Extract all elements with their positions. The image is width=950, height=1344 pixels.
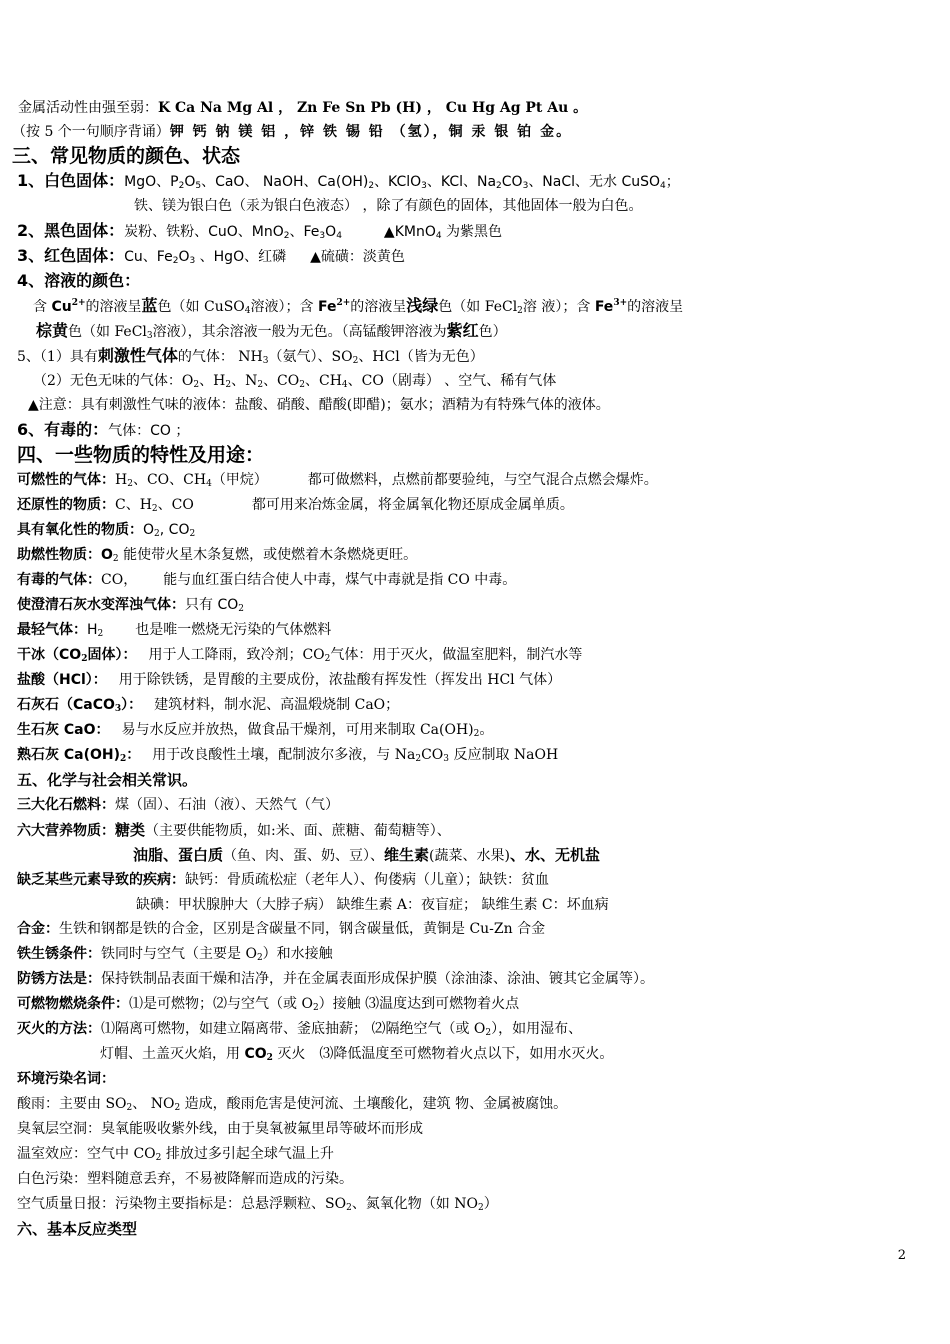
text: ⑶降低温度至可燃物着火点以下，如用水灭火。 (319, 1046, 614, 1062)
text: 都可用来冶炼金属，将金属氧化物还原成金属单质。 (251, 497, 574, 513)
sub: 2 (151, 504, 158, 514)
label: 还原性的物质： (17, 497, 115, 513)
red-solids-label: 3、红色固体： (17, 246, 125, 265)
sub: 2 (478, 1203, 484, 1213)
text: ⑴是可燃物；⑵与空气（或 O (129, 996, 313, 1012)
text: （甲烷） (211, 472, 268, 488)
black-solids-line (17, 222, 502, 241)
sup: 3+ (613, 298, 628, 308)
text: 、CaO、 NaOH、Ca(OH) (201, 174, 369, 190)
text: 5、（1）具有 (17, 349, 98, 365)
text: 、Fe (289, 224, 320, 240)
text: 能使带火星木条复燃，或使燃着木条燃烧更旺。 (118, 547, 418, 563)
text: 糖类 (115, 821, 146, 839)
text: （主要供能物质，如:米、面、蔗糖、葡萄糖等）、 (145, 823, 451, 839)
solution-colors-line-2 (36, 322, 507, 341)
text: ） (483, 1196, 498, 1212)
white-pollution-line: 白色污染：塑料随意丢弃，不易被降解而造成的污染。 (17, 1171, 353, 1187)
text: 、CO（剧毒） 、空气、稀有气体 (347, 373, 557, 389)
text: 、KCl、Na (426, 174, 497, 190)
label: 助燃性物质： (17, 547, 101, 563)
text: 色（如 CuSO (157, 299, 245, 315)
text: CO (501, 174, 523, 190)
ozone-line: 臭氧层空洞：臭氧能吸收紫外线，由于臭氧被氟里昂等破坏而形成 (17, 1121, 423, 1137)
label: 六大营养物质： (17, 823, 115, 839)
sub: 2 (127, 479, 133, 489)
text: O (184, 174, 196, 190)
black-solids-label: 2、黑色固体： (17, 221, 125, 240)
text: 气体：用于灭火，做温室肥料，制汽水等 (330, 647, 583, 663)
sub: 2 (352, 356, 359, 366)
text: O (101, 547, 113, 563)
label: 可燃性的气体： (17, 472, 115, 488)
toxic-label: 6、有毒的： (17, 420, 109, 439)
metal-mnemonic-series: 钾 钙 钠 镁 铝 ，锌 铁 锡 铅 （氢），铜 汞 银 铂 金。 (169, 124, 573, 140)
oxidizing-line (17, 521, 195, 539)
text: CO (421, 747, 444, 763)
sub: 4 (435, 231, 442, 241)
text: Fe (594, 299, 614, 315)
quicklime-line (17, 721, 493, 739)
label: 固体）： (87, 647, 137, 663)
nutrients-line-2 (133, 846, 600, 865)
text: 、CO (263, 373, 300, 389)
text: 的气体： NH (177, 349, 263, 365)
text: 浅绿 (406, 296, 439, 315)
section-6-title: 六、基本反应类型 (17, 1220, 138, 1238)
text: 、NaCl、无水 CuSO (528, 174, 661, 190)
text: (蔬菜、水果) (429, 848, 510, 864)
text: 都可做燃料，点燃前都要验纯，与空气混合点燃会爆炸。 (307, 472, 658, 488)
text: 、CO (157, 497, 194, 513)
text: 用于改良酸性土壤，配制波尔多液，与 Na (152, 747, 416, 763)
metal-mnemonic-line (12, 123, 572, 141)
text: 棕黄 (36, 321, 69, 340)
text: 油脂、蛋白质 (133, 846, 224, 864)
text: 、CH (305, 373, 342, 389)
text: 、 NO (132, 1096, 175, 1112)
rust-prevention-line (17, 970, 654, 988)
text: 溶液）；含 (250, 299, 318, 315)
text: 刺激性气体 (97, 346, 178, 365)
extinguish-line-2 (100, 1045, 613, 1063)
odorless-gas-line (33, 372, 556, 390)
text: 含 (33, 299, 52, 315)
sub: 2 (238, 604, 244, 614)
label: 具有氧化性的物质： (17, 522, 143, 538)
label: ）： (121, 697, 143, 713)
text: 溶液），其余溶液一般为无色。（高锰酸钾溶液为 (152, 324, 447, 340)
air-quality-line (17, 1195, 498, 1213)
text: 色（如 FeCl (68, 324, 147, 340)
text: 色（如 FeCl (438, 299, 518, 315)
sub: 2 (368, 181, 375, 191)
text: CO (244, 1046, 267, 1062)
pollution-terms-label: 环境污染名词： (17, 1071, 115, 1087)
toxic-gas-line (17, 571, 516, 589)
metal-activity-label: 金属活动性由强至弱： (18, 100, 158, 116)
sub: 2 (178, 181, 185, 191)
label: 生石灰 CaO： (17, 722, 110, 738)
sub: 2 (473, 729, 480, 739)
sup: 2+ (71, 298, 86, 308)
text: Cu、Fe (124, 249, 173, 265)
sub: 2 (172, 256, 179, 266)
sub: 3 (443, 754, 449, 764)
sub: 3 (114, 704, 122, 714)
sub: 3 (421, 181, 427, 191)
text: 紫红 (446, 321, 479, 340)
section-5-title: 五、化学与社会相关常识。 (17, 771, 198, 789)
metal-activity-series: K Ca Na Mg Al ， Zn Fe Sn Pb (H) ， Cu Hg Ag Pt Au 。 (158, 100, 588, 116)
hydrochloric-acid-line (17, 671, 561, 689)
text: 排放过多引起全球气温上升 (161, 1146, 334, 1162)
text: 溶 液）；含 (522, 299, 595, 315)
solution-colors-line-1 (33, 297, 683, 316)
text: C、H (115, 497, 152, 513)
text: O (325, 224, 337, 240)
dry-ice-line (17, 646, 582, 664)
white-solids-label: 1、白色固体： (17, 171, 125, 190)
text: 。 (479, 722, 494, 738)
label: 有毒的气体： (17, 572, 101, 588)
text: 的溶液呈 (627, 299, 684, 315)
text: 能与血红蛋白结合使人中毒，煤气中毒就是指 CO 中毒。 (163, 572, 517, 588)
text: 反应制取 NaOH (449, 747, 559, 763)
sub: 3 (522, 181, 529, 191)
sub: 2 (189, 529, 196, 539)
sub: 2 (225, 380, 232, 390)
text: 造成，酸雨危害是使河流、土壤酸化，建筑 物、金属被腐蚀。 (180, 1096, 568, 1112)
label: 石灰石（CaCO (17, 697, 115, 713)
solution-colors-label: 4、溶液的颜色： (17, 271, 141, 290)
text: 、CO、CH (132, 472, 207, 488)
sub: 3 (262, 356, 269, 366)
text: O (178, 249, 190, 265)
sub: 2 (266, 1053, 273, 1063)
text: 保持铁制品表面干燥和洁净，并在金属表面形成保护膜（涂油漆、涂油、镀其它金属等）。 (101, 971, 654, 987)
white-solids-line (17, 172, 680, 191)
sub: 2 (496, 181, 502, 191)
metal-mnemonic-label: （按 5 个一句顺序背诵） (12, 124, 170, 140)
text: ）和水接触 (262, 946, 333, 962)
pungent-gas-line (17, 347, 484, 366)
sub: 5 (195, 181, 202, 191)
sub: 4 (336, 231, 342, 241)
lightest-gas-line (17, 621, 331, 639)
label: 合金： (17, 921, 59, 937)
text: 灯帽、土盖灭火焰，用 (100, 1046, 245, 1062)
metal-activity-line (18, 99, 587, 117)
sub: 4 (206, 479, 212, 489)
text: MgO、P (124, 174, 179, 190)
text: 、HCl（皆为无色） (358, 349, 484, 365)
sub: 4 (660, 181, 666, 191)
sub: 3 (189, 256, 196, 266)
sub: 2 (81, 654, 88, 664)
reducing-line (17, 496, 574, 514)
sub: 2 (174, 1103, 181, 1113)
label: 灭火的方法： (17, 1021, 101, 1037)
sup: 2+ (336, 298, 351, 308)
greenhouse-line (17, 1145, 334, 1163)
white-solids-note: 铁、镁为银白色（汞为银白色液态） ，除了有颜色的固体，其他固体一般为白色。 (134, 198, 643, 214)
label: 最轻气体： (17, 622, 87, 638)
text: （鱼、肉、蛋、奶、豆）、 (223, 848, 385, 864)
text: 温室效应：空气中 CO (17, 1146, 156, 1162)
nutrients-line-1 (17, 821, 451, 840)
label: 三大化石燃料： (17, 797, 115, 813)
text: 空气质量日报：污染物主要指标是：总悬浮颗粒、SO (17, 1196, 347, 1212)
label: 防锈方法是： (17, 971, 101, 987)
text: CO， (101, 572, 138, 588)
sub: 2 (283, 231, 290, 241)
rust-line (17, 945, 333, 963)
text: 蓝 (141, 296, 158, 315)
sub: 2 (256, 953, 263, 963)
sub: 2 (155, 1153, 162, 1163)
sub: 3 (319, 231, 326, 241)
deficiency-line-2: 缺碘：甲状腺肿大（大脖子病） 缺维生素 A：夜盲症； 缺维生素 C：坏血病 (136, 897, 609, 913)
text: 、H (199, 373, 226, 389)
text: H (87, 622, 98, 638)
sub: 2 (126, 1103, 133, 1113)
text: ▲KMnO (383, 224, 436, 240)
sub: 4 (244, 306, 251, 316)
text: Cu (51, 299, 72, 315)
text: O (143, 522, 155, 538)
label: 干冰（CO (17, 647, 82, 663)
label: 铁生锈条件： (17, 946, 101, 962)
sub: 2 (193, 380, 200, 390)
combustion-conditions-line (17, 995, 519, 1013)
extinguish-line-1 (17, 1020, 582, 1038)
text: 易与水反应并放热，做食品干燥剂，可用来制取 Ca(OH) (121, 722, 474, 738)
sub: 2 (154, 529, 160, 539)
text: 用于人工降雨，致冷剂；CO (148, 647, 325, 663)
flammable-gas-line (17, 471, 658, 489)
sub: 2 (415, 754, 422, 764)
sub: 4 (341, 380, 348, 390)
section-4-title: 四、一些物质的特性及用途： (17, 444, 265, 466)
sub: 2 (517, 306, 523, 316)
label: 盐酸（HCl）： (17, 672, 107, 688)
text: ⑴隔离可燃物，如建立隔离带、釜底抽薪； ⑵隔绝空气（或 O (101, 1021, 486, 1037)
text: 气体：CO ； (108, 423, 190, 439)
red-solids-line (17, 247, 405, 266)
text: 煤（固）、石油（液）、天然气（气） (115, 797, 339, 813)
text: , CO (159, 522, 190, 538)
sub: 2 (299, 380, 305, 390)
limewater-line (17, 596, 244, 614)
label: 使澄清石灰水变浑浊气体： (17, 597, 185, 613)
text: 、N (231, 373, 258, 389)
sub: 3 (146, 331, 153, 341)
text: H (115, 472, 128, 488)
text: 、氮氧化物（如 NO (351, 1196, 478, 1212)
text: Fe (317, 299, 337, 315)
text: 、KClO (374, 174, 422, 190)
alloy-line (17, 920, 545, 938)
label: 熟石灰 Ca(OH) (17, 747, 121, 763)
text: ）接触 ⑶温度达到可燃物着火点 (318, 996, 520, 1012)
text: 、水、无机盐 (509, 846, 600, 864)
text: 铁同时与空气（主要是 O (101, 946, 257, 962)
label: 可燃物燃烧条件： (17, 996, 129, 1012)
sub: 2 (257, 380, 264, 390)
text: （2）无色无味的气体：O (33, 373, 194, 389)
sub: 2 (312, 1003, 319, 1013)
acid-rain-line (17, 1095, 567, 1113)
text: 为紫黑色 (441, 224, 503, 240)
text: 炭粉、铁粉、CuO、MnO (124, 224, 284, 240)
text: 酸雨：主要由 SO (17, 1096, 127, 1112)
page-number: 2 (897, 1248, 906, 1263)
sub: 2 (485, 1028, 492, 1038)
sub: 2 (324, 654, 331, 664)
label: 缺乏某些元素导致的疾病： (17, 872, 185, 888)
deficiency-line-1 (17, 871, 549, 889)
text: 的溶液呈 (85, 299, 142, 315)
text: 色） (478, 324, 507, 340)
text: 灭火 (272, 1046, 306, 1062)
section-3-title: 三、常见物质的颜色、状态 (12, 145, 241, 167)
text: 生铁和钢都是铁的合金，区别是含碳量不同，钢含碳量低，黄铜是 Cu-Zn 合金 (59, 921, 546, 937)
limestone-line (17, 696, 399, 714)
text: ▲硫磺：淡黄色 (310, 249, 405, 265)
combustion-support-line (17, 546, 417, 564)
slaked-lime-line (17, 746, 558, 764)
pungent-liquid-note: ▲注意：具有刺激性气味的液体：盐酸、硝酸、醋酸(即醋)；氨水；酒精为有特殊气体的液体。 (28, 397, 610, 413)
sub: 2 (97, 629, 104, 639)
label: ： (126, 747, 141, 763)
text: 缺钙：骨质疏松症（老年人）、佝偻病（儿童）；缺铁：贫血 (185, 872, 549, 888)
sub: 2 (120, 754, 127, 764)
text: ），如用湿布、 (491, 1021, 583, 1037)
text: （氨气）、SO (268, 349, 353, 365)
sub: 2 (346, 1203, 352, 1213)
text: ； (665, 174, 680, 190)
text: 建筑材料，制水泥、高温煅烧制 CaO； (154, 697, 400, 713)
fossil-fuels-line (17, 796, 339, 814)
text: 维生素 (384, 846, 430, 864)
text: 只有 CO (185, 597, 239, 613)
text: 也是唯一燃烧无污染的气体燃料 (135, 622, 332, 638)
text: 的溶液呈 (350, 299, 407, 315)
text: 、HgO、红磷 (195, 249, 287, 265)
text: 用于除铁锈，是胃酸的主要成份，浓盐酸有挥发性（挥发出 HCl 气体） (118, 672, 562, 688)
sub: 2 (112, 554, 119, 564)
toxic-line (17, 421, 189, 440)
